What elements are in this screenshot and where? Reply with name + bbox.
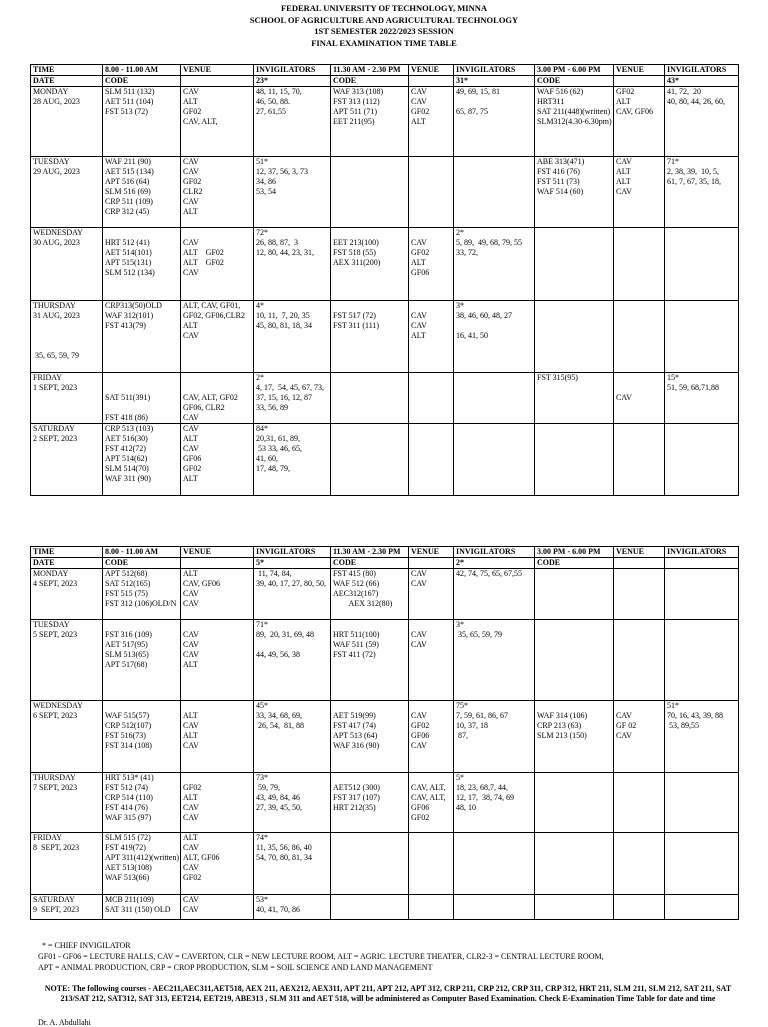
table-cell	[535, 833, 614, 895]
table-cell	[614, 620, 665, 701]
table-cell: FST 315(95)	[535, 373, 614, 424]
table-cell: 15* 51, 59, 68,71,88	[665, 373, 739, 424]
table-cell: WAF 211 (90) AET 515 (134) APT 516 (64) SLM 516 (69) CRP 511 (109) CRP 312 (45)	[103, 157, 181, 228]
table-cell: GF02 ALT CAV, GF06	[614, 87, 665, 157]
table-cell: THURSDAY 7 SEPT, 2023	[31, 773, 103, 833]
signature: Dr. A. Abdullahi	[38, 1018, 91, 1027]
subheader-row-cell	[181, 76, 254, 87]
table-cell	[454, 373, 535, 424]
table-cell: 5* 18, 23, 68,7, 44, 12, 17, 38, 74, 69 48, 10	[454, 773, 535, 833]
cbt-note: NOTE: The following courses - AEC211,AEC311,AET518, AEX 211, AEX212, AEX311, APT 211, APT 212, APT 312, CRP 211, CRP 212, CRP 311, CRP 312, HRT 211, SLM 211, SLM 212, SAT 211, SAT 213/SAT 212, SAT312, SAT 313, EET214, EET219, ABE313 , SLM 311 and AET 518, will be administered as Computer Based Examination. Check E-Examination Time Table for date and time	[44, 984, 732, 1003]
subheader-row	[31, 558, 739, 569]
table-cell: TUESDAY 29 AUG, 2023	[31, 157, 103, 228]
header-row-cell: VENUE	[409, 547, 454, 558]
table-cell	[535, 424, 614, 496]
table-cell	[454, 833, 535, 895]
subheader-row-cell: CODE	[331, 558, 409, 569]
legend-chief: * = CHIEF INVIGILATOR	[42, 941, 131, 950]
header-row-cell: INVIGILATORS	[665, 547, 739, 558]
table-cell: 45* 33, 34, 68, 69, 26, 54, 81, 88	[254, 701, 331, 773]
table-cell: 41, 72, 20 40, 80, 44, 26, 60,	[665, 87, 739, 157]
header-row-cell: 11.30 AM - 2.30 PM	[331, 547, 409, 558]
table-cell	[614, 773, 665, 833]
table-cell: 2* 4, 17, 54, 45, 67, 73, 37, 15, 16, 12, 87 33, 56, 89	[254, 373, 331, 424]
table-cell: CAV	[614, 373, 665, 424]
table-cell	[614, 424, 665, 496]
header-row-cell: VENUE	[181, 547, 254, 558]
table-cell: 11, 74, 84, 39, 40, 17, 27, 80, 50,	[254, 569, 331, 620]
table-cell: CAV ALT CAV GF06 GF02 ALT	[181, 424, 254, 496]
table-cell	[535, 773, 614, 833]
table-cell: SATURDAY 2 SEPT, 2023	[31, 424, 103, 496]
subheader-row-cell: CODE	[103, 558, 181, 569]
table-cell: APT 512(68) SAT 512(165) FST 515 (75) FST 312 (106)OLD/N	[103, 569, 181, 620]
table-row	[31, 301, 739, 373]
table-cell: CAV ALT ALT CAV	[614, 157, 665, 228]
table-cell: CAV CAV GF02 CLR2 CAV ALT	[181, 157, 254, 228]
table-cell: 3* 35, 65, 59, 79	[454, 620, 535, 701]
table-cell: WEDNESDAY 6 SEPT, 2023	[31, 701, 103, 773]
table-row	[31, 895, 739, 920]
table-row	[31, 701, 739, 773]
table-cell	[665, 895, 739, 920]
timetable-title: FINAL EXAMINATION TIME TABLE	[311, 37, 457, 48]
table-cell	[665, 620, 739, 701]
table-cell: CRP 513 (103) AET 516(30) FST 412(72) APT 514(62) SLM 514(70) WAF 311 (90)	[103, 424, 181, 496]
table-cell	[665, 301, 739, 373]
table-cell	[665, 424, 739, 496]
table-cell	[535, 301, 614, 373]
table-cell	[454, 895, 535, 920]
table-cell: FST 415 (80) WAF 512 (66) AEC312(167) AEX 312(80)	[331, 569, 409, 620]
table-cell: 84* 20,31, 61, 89, 53 33, 46, 65, 41, 60, 17, 48, 79,	[254, 424, 331, 496]
subheader-row-cell: CODE	[103, 76, 181, 87]
subheader-row-cell: CODE	[535, 558, 614, 569]
table-cell	[614, 569, 665, 620]
table-cell: 71* 89, 20, 31, 69, 48 44, 49, 56, 38	[254, 620, 331, 701]
table-cell: 51* 70, 16, 43, 39, 88 53, 89,55	[665, 701, 739, 773]
university-name: FEDERAL UNIVERSITY OF TECHNOLOGY, MINNA	[280, 3, 487, 13]
table-cell: 3* 38, 46, 60, 48, 27 16, 41, 50	[454, 301, 535, 373]
table-cell	[535, 895, 614, 920]
table-cell: 73* 59, 79, 43, 49, 84, 46 27, 39, 45, 50,	[254, 773, 331, 833]
table-cell: CAV CAV CAV ALT	[181, 620, 254, 701]
table-cell: 2* 5, 89, 49, 68, 79, 55 33, 72,	[454, 228, 535, 301]
table-cell: AET 519(99) FST 417 (74) APT 513 (64) WAF 316 (90)	[331, 701, 409, 773]
header-row-cell: INVIGILATORS	[254, 65, 331, 76]
legend-halls: GF01 - GF06 = LECTURE HALLS, CAV = CAVERTON, CLR = NEW LECTURE ROOM, ALT = AGRIC. LECTURE THEATER, CLR2-3 = CENTRAL LECTURE ROOM,	[38, 952, 604, 961]
table-cell: FST 316 (109) AET 517(95) SLM 513(65) APT 517(68)	[103, 620, 181, 701]
table-cell: SLM 515 (72) FST 419(72) APT 311(412)(written) AET 513(108) WAF 513(66)	[103, 833, 181, 895]
table-cell: 48, 11, 15, 70, 46, 50, 88. 27, 61,55	[254, 87, 331, 157]
table-cell: SLM 511 (132) AET 511 (104) FST 513 (72)	[103, 87, 181, 157]
table-cell: CRP313(50)OLD WAF 312(101) FST 413(79)	[103, 301, 181, 373]
table-cell: FRIDAY 1 SEPT, 2023	[31, 373, 103, 424]
header-row-cell: INVIGILATORS	[454, 547, 535, 558]
table-cell: MONDAY 28 AUG, 2023	[31, 87, 103, 157]
table-cell: WAF 314 (106) CRP 213 (63) SLM 213 (150)	[535, 701, 614, 773]
table-cell: CAV GF 02 CAV	[614, 701, 665, 773]
subheader-row-cell: 43*	[665, 76, 739, 87]
table-cell: GF02 ALT CAV CAV	[181, 773, 254, 833]
subheader-row	[31, 76, 739, 87]
table-cell: CAV CAV	[409, 620, 454, 701]
subheader-row-cell: 2*	[454, 558, 535, 569]
header-row	[31, 547, 739, 558]
subheader-row-cell	[409, 558, 454, 569]
session-title: 1ST SEMESTER 2022/2023 SESSION	[314, 26, 454, 36]
table-cell: 75* 7, 59, 61, 86, 67 10, 37, 18 87,	[454, 701, 535, 773]
table-cell: WEDNESDAY 30 AUG, 2023	[31, 228, 103, 301]
table-row	[31, 620, 739, 701]
subheader-row-cell: 31*	[454, 76, 535, 87]
table-cell: FST 517 (72) FST 311 (111)	[331, 301, 409, 373]
header-row-cell: 8.00 - 11.00 AM	[103, 547, 181, 558]
table-row	[31, 424, 739, 496]
table-cell	[409, 895, 454, 920]
table-cell: ALT CAV, GF06 CAV CAV	[181, 569, 254, 620]
subheader-row-cell: DATE	[31, 76, 103, 87]
table-cell: CAV GF02 ALT GF06	[409, 228, 454, 301]
table-cell: ALT CAV ALT CAV	[181, 701, 254, 773]
table-cell: EET 213(100) FST 518 (55) AEX 311(200)	[331, 228, 409, 301]
table-cell: WAF 313 (108) FST 313 (112) APT 511 (71) EET 211(95)	[331, 87, 409, 157]
table-cell: AET512 (300) FST 317 (107) HRT 212(35)	[331, 773, 409, 833]
header-row-cell: VENUE	[409, 65, 454, 76]
table-cell	[665, 773, 739, 833]
table-cell: WAF 515(57) CRP 512(107) FST 516(73) FST 314 (108)	[103, 701, 181, 773]
subheader-row-cell: 5*	[254, 558, 331, 569]
header-row-cell: TIME	[31, 547, 103, 558]
table-cell	[535, 620, 614, 701]
table-cell: 4* 10, 11, 7, 20, 35 45, 80, 81, 18, 34	[254, 301, 331, 373]
table-cell	[665, 228, 739, 301]
table-cell: 53* 40, 41, 70, 86	[254, 895, 331, 920]
table-cell: TUESDAY 5 SEPT, 2023	[31, 620, 103, 701]
table-cell: CAV GF02 GF06 CAV	[409, 701, 454, 773]
timetable-week-1	[30, 64, 739, 496]
table-cell	[331, 895, 409, 920]
document-header	[0, 3, 768, 49]
table-cell	[331, 424, 409, 496]
table-cell	[614, 228, 665, 301]
table-cell	[409, 424, 454, 496]
table-cell: SATURDAY 9 SEPT, 2023	[31, 895, 103, 920]
header-row-cell: TIME	[31, 65, 103, 76]
table-cell	[409, 157, 454, 228]
table-cell: FRIDAY 8 SEPT, 2023	[31, 833, 103, 895]
header-row-cell: VENUE	[614, 547, 665, 558]
legend-depts: APT = ANIMAL PRODUCTION, CRP = CROP PRODUCTION, SLM = SOIL SCIENCE AND LAND MANAGEMENT	[38, 963, 433, 972]
table-cell: CAV, ALT, GF02 GF06, CLR2 CAV	[181, 373, 254, 424]
table-cell: CAV, ALT, CAV, ALT, GF06 GF02	[409, 773, 454, 833]
table-cell	[614, 895, 665, 920]
table-cell	[665, 569, 739, 620]
table-cell: CAV CAV ALT	[409, 301, 454, 373]
table-cell	[409, 373, 454, 424]
table-cell: HRT 511(100) WAF 511 (59) FST 411 (72)	[331, 620, 409, 701]
header-row-cell: VENUE	[181, 65, 254, 76]
subheader-row-cell: CODE	[331, 76, 409, 87]
subheader-row-cell	[665, 558, 739, 569]
header-row-cell: 11.30 AM - 2.30 PM	[331, 65, 409, 76]
table-cell: 49, 69, 15, 81 65, 87, 75	[454, 87, 535, 157]
header-row-cell: 3.00 PM - 6.00 PM	[535, 547, 614, 558]
legend	[38, 940, 738, 973]
table-cell: 42, 74, 75, 65, 67,55	[454, 569, 535, 620]
table-cell: SAT 511(391) FST 418 (86)	[103, 373, 181, 424]
table-row	[31, 157, 739, 228]
header-row-cell: VENUE	[614, 65, 665, 76]
table-row	[31, 228, 739, 301]
table-cell: CAV ALT GF02 ALT GF02 CAV	[181, 228, 254, 301]
table-row	[31, 87, 739, 157]
table-cell	[331, 157, 409, 228]
timetable-week-2	[30, 546, 739, 920]
header-row-cell: INVIGILATORS	[665, 65, 739, 76]
subheader-row-cell: DATE	[31, 558, 103, 569]
table-cell	[331, 833, 409, 895]
table-cell: MCB 211(109) SAT 311 (150) OLD	[103, 895, 181, 920]
table-cell: 74* 11, 35, 56, 86, 40 54, 70, 80, 81, 34	[254, 833, 331, 895]
table-cell	[331, 373, 409, 424]
table-row	[31, 569, 739, 620]
table-cell: 51* 12, 37, 56, 3, 73 34, 86 53, 54	[254, 157, 331, 228]
table-cell: 72* 26, 88, 87, 3 12, 80, 44, 23, 31,	[254, 228, 331, 301]
school-name: SCHOOL OF AGRICULTURE AND AGRICULTURAL TECHNOLOGY	[249, 14, 519, 25]
table-cell: ALT, CAV, GF01, GF02, GF06,CLR2 ALT CAV	[181, 301, 254, 373]
table-cell	[614, 833, 665, 895]
subheader-row-cell	[409, 76, 454, 87]
table-cell	[535, 569, 614, 620]
subheader-row-cell	[614, 558, 665, 569]
subheader-row-cell	[181, 558, 254, 569]
table-cell	[454, 424, 535, 496]
table-row	[31, 373, 739, 424]
table-cell: MONDAY 4 SEPT, 2023	[31, 569, 103, 620]
table-cell: HRT 512 (41) AET 514(101) APT 515(131) SLM 512 (134)	[103, 228, 181, 301]
table-cell: HRT 513* (41) FST 512 (74) CRP 514 (110) FST 414 (76) WAF 315 (97)	[103, 773, 181, 833]
subheader-row-cell	[614, 76, 665, 87]
table-cell: CAV CAV	[181, 895, 254, 920]
header-row-cell: 8.00 - 11.00 AM	[103, 65, 181, 76]
table-cell: CAV CAV	[409, 569, 454, 620]
table-cell: THURSDAY 31 AUG, 2023 35, 65, 59, 79	[31, 301, 103, 373]
table-cell	[409, 833, 454, 895]
table-cell: WAF 516 (62) HRT311 SAT 211(448)(written) SLM312(4.30-6.30pm)	[535, 87, 614, 157]
table-cell	[535, 228, 614, 301]
header-row-cell: 3.00 PM - 6.00 PM	[535, 65, 614, 76]
table-row	[31, 833, 739, 895]
table-cell	[665, 833, 739, 895]
table-cell	[614, 301, 665, 373]
subheader-row-cell: CODE	[535, 76, 614, 87]
table-cell: CAV ALT GF02 CAV, ALT,	[181, 87, 254, 157]
table-cell	[454, 157, 535, 228]
table-row	[31, 773, 739, 833]
header-row	[31, 65, 739, 76]
table-cell: CAV CAV GF02 ALT	[409, 87, 454, 157]
subheader-row-cell: 23*	[254, 76, 331, 87]
header-row-cell: INVIGILATORS	[254, 547, 331, 558]
header-row-cell: INVIGILATORS	[454, 65, 535, 76]
table-cell: ALT CAV ALT, GF06 CAV GF02	[181, 833, 254, 895]
table-cell: 71* 2, 38, 39, 10, 5, 61, 7, 67, 35, 18,	[665, 157, 739, 228]
table-cell: ABE 313(471) FST 416 (76) FST 511 (73) WAF 514 (60)	[535, 157, 614, 228]
